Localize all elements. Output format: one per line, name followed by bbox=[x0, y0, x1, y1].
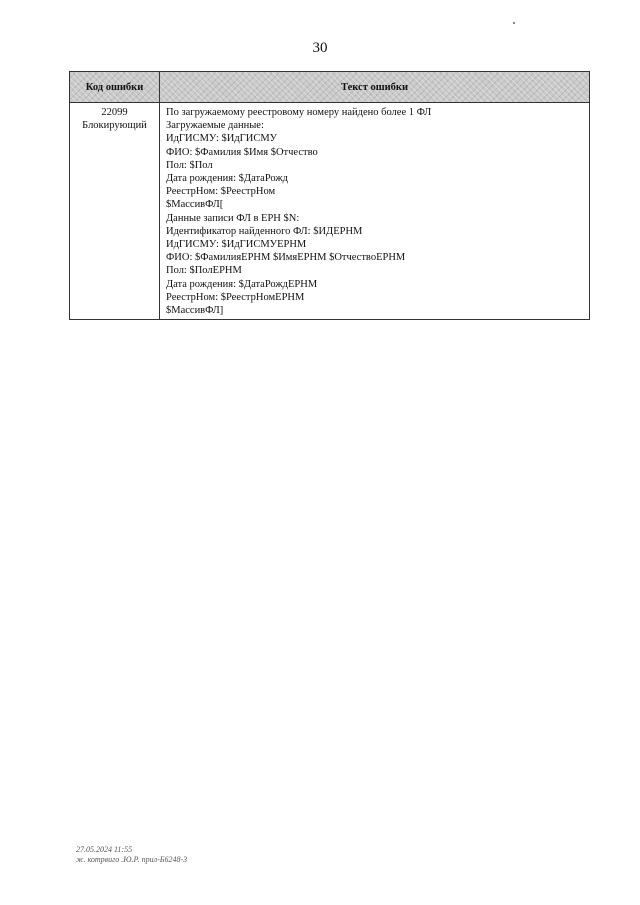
error-text-line: Дата рождения: $ДатаРождЕРНМ bbox=[166, 278, 318, 290]
error-type: Блокирующий bbox=[82, 120, 147, 132]
header-error-code: Код ошибки bbox=[70, 72, 160, 103]
error-text-line: Дата рождения: $ДатаРожд bbox=[166, 173, 289, 185]
scan-mark bbox=[513, 22, 515, 24]
error-text-line: ИдГИСМУ: $ИдГИСМУЕРНМ bbox=[166, 239, 307, 251]
footer-timestamp: 27.05.2024 11:55 bbox=[76, 845, 133, 854]
error-table bbox=[69, 71, 590, 320]
error-text-cell bbox=[160, 103, 590, 320]
table-row bbox=[70, 103, 590, 320]
error-text-line: ИдГИСМУ: $ИдГИСМУ bbox=[166, 133, 278, 145]
footer-reference: ж. котрвиго .Ю.Р. прил-Б6248-3 bbox=[76, 855, 188, 864]
error-text-line: РеестрНом: $РеестрНомЕРНМ bbox=[166, 291, 305, 303]
error-text-line: Пол: $ПолЕРНМ bbox=[166, 265, 242, 277]
footer-stamp bbox=[76, 845, 187, 865]
error-code: 22099 bbox=[101, 107, 128, 118]
error-text-line: РеестрНом: $РеестрНом bbox=[166, 186, 276, 198]
error-text-line: Загружаемые данные: bbox=[166, 120, 264, 132]
error-code-cell bbox=[70, 103, 160, 320]
page-number: 30 bbox=[312, 40, 328, 56]
error-text-line: Идентификатор найденного ФЛ: $ИДЕРНМ bbox=[166, 225, 363, 237]
error-text-line: Пол: $Пол bbox=[166, 159, 213, 171]
error-text-line: $МассивФЛ[ bbox=[166, 199, 224, 211]
error-text-line: По загружаемому реестровому номеру найдено более 1 ФЛ bbox=[166, 107, 432, 118]
error-text-line: ФИО: $Фамилия $Имя $Отчество bbox=[166, 146, 318, 158]
table-header-row bbox=[70, 72, 590, 103]
error-text-line: ФИО: $ФамилияЕРНМ $ИмяЕРНМ $ОтчествоЕРНМ bbox=[166, 252, 406, 264]
header-error-text: Текст ошибки bbox=[160, 72, 590, 103]
error-text-line: Данные записи ФЛ в ЕРН $N: bbox=[166, 212, 300, 224]
error-text-line: $МассивФЛ] bbox=[166, 305, 224, 317]
